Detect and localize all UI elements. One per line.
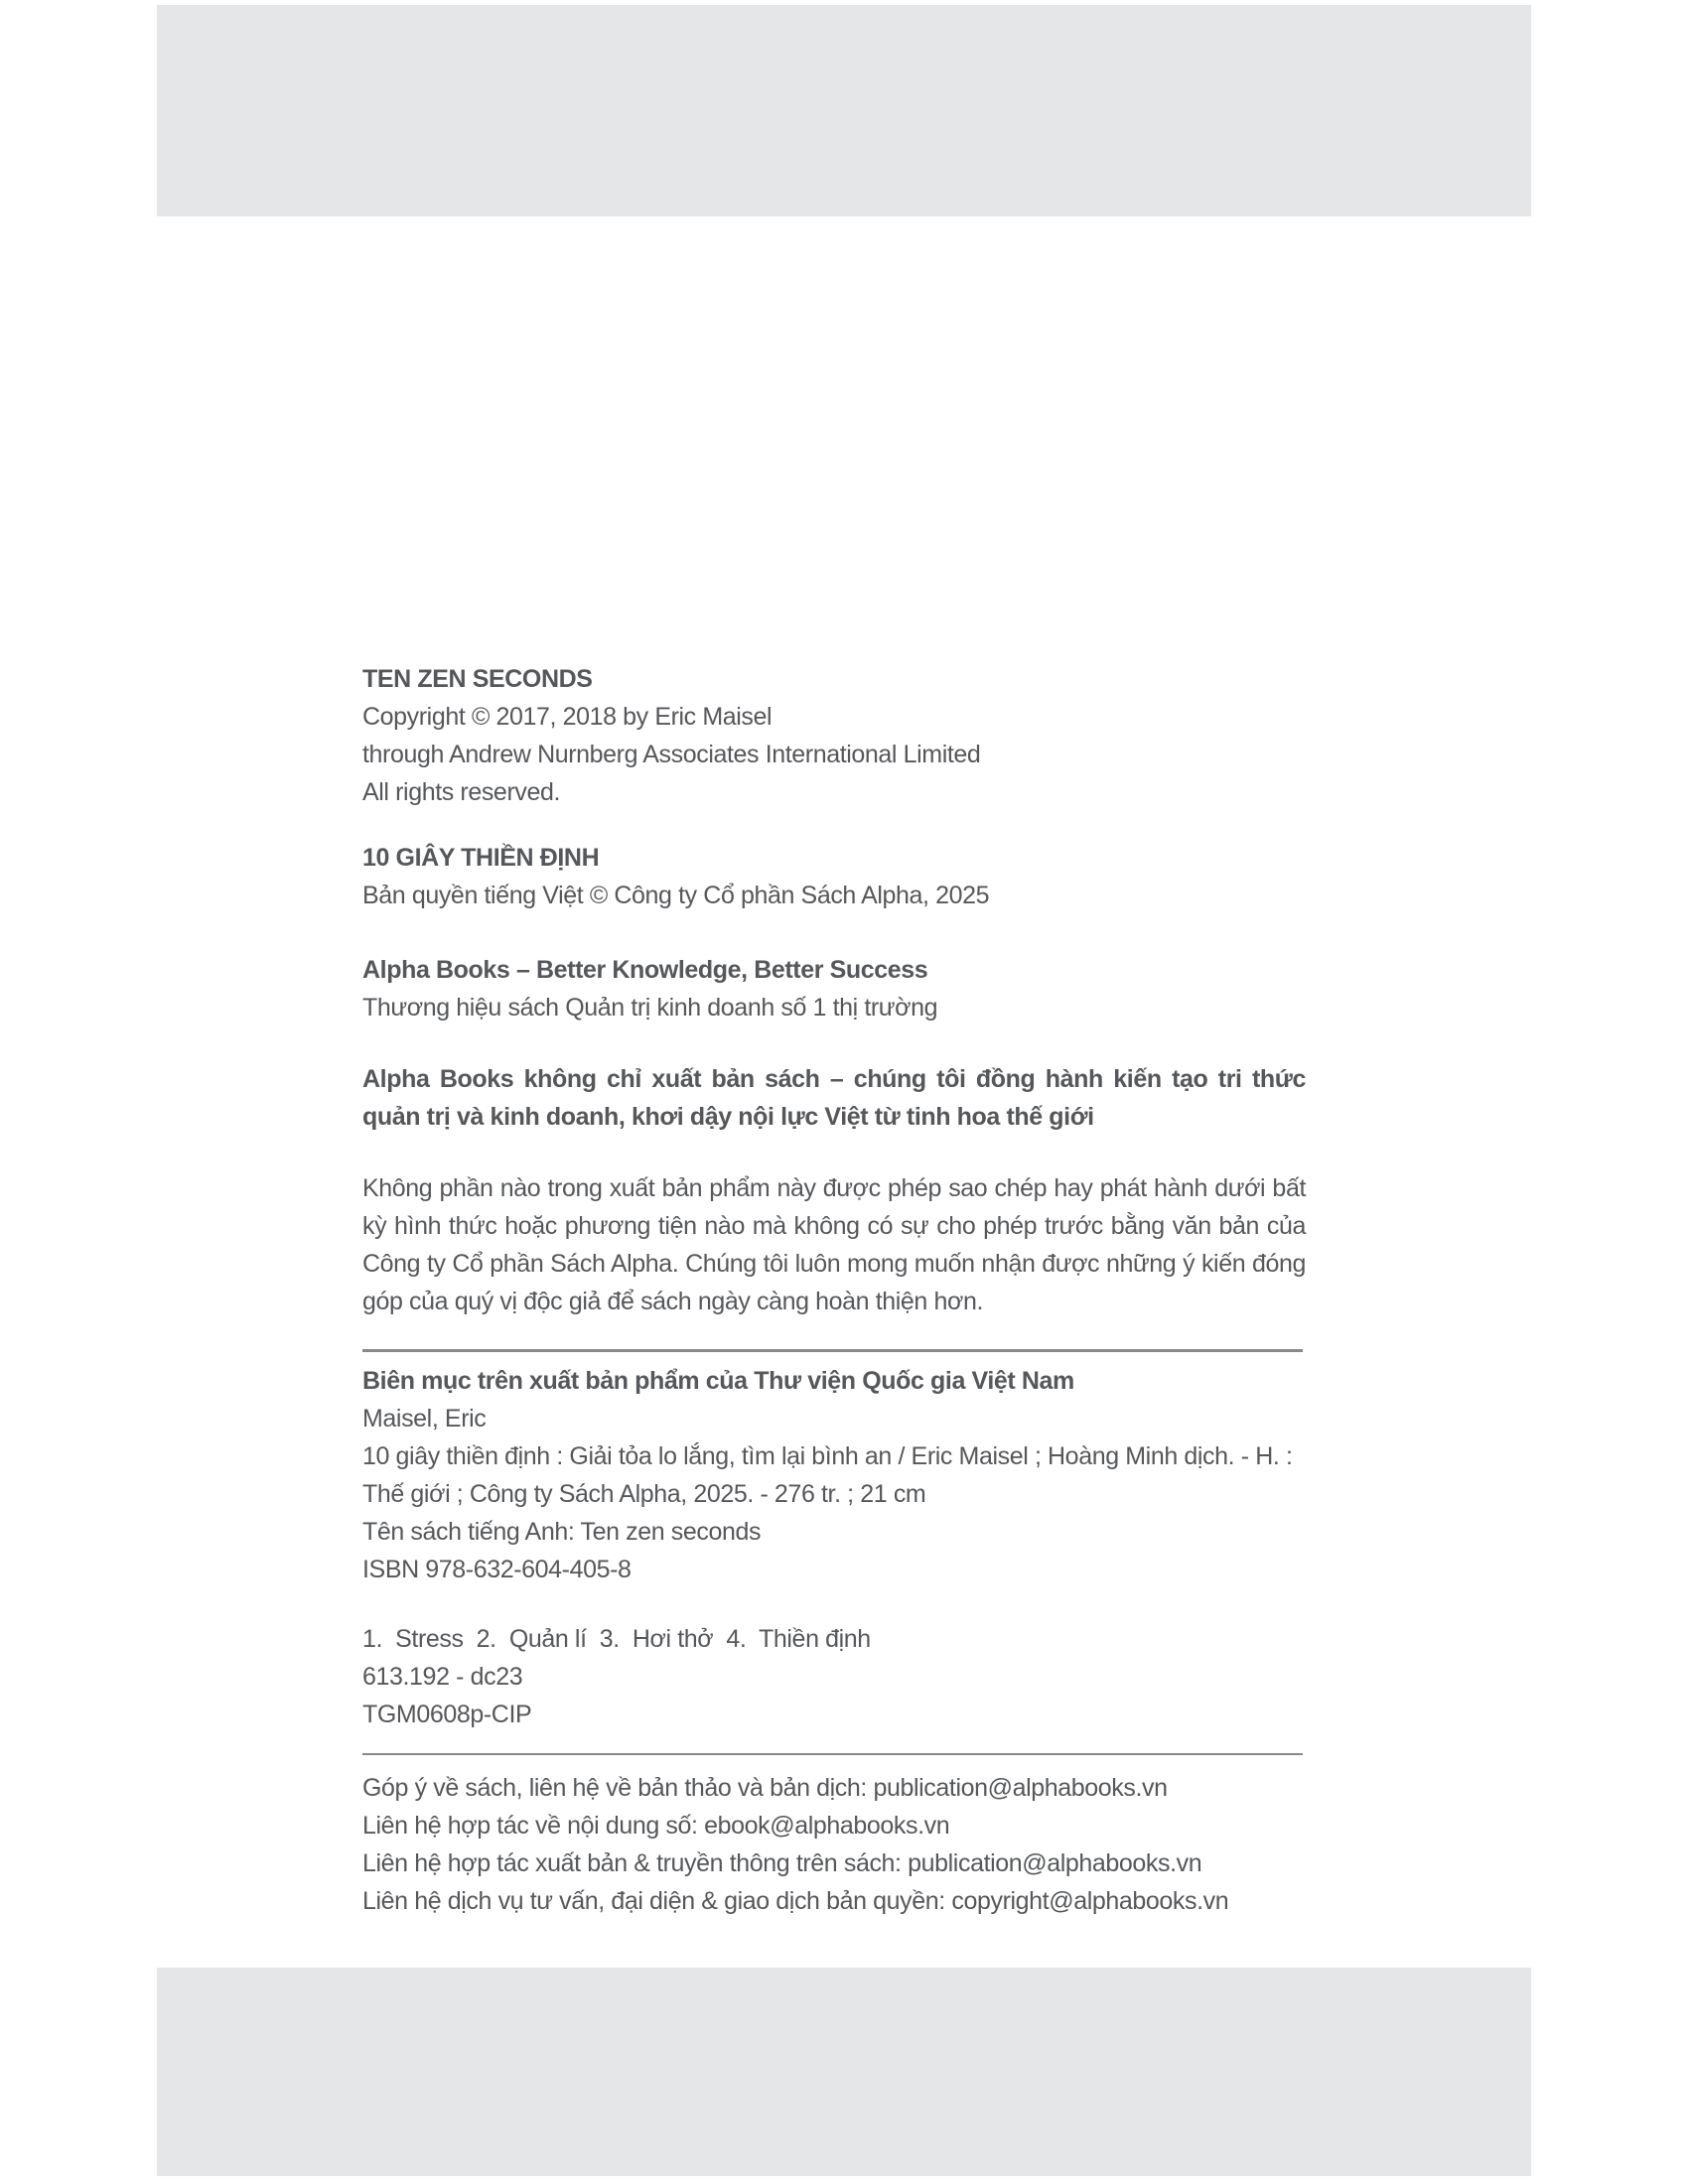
cip-ddc: 613.192 - dc23	[362, 1663, 523, 1691]
divider-line-bottom	[362, 1753, 1303, 1755]
contact-feedback-line: Góp ý về sách, liên hệ về bản thảo và bản dịch: publication@alphabooks.vn	[362, 1774, 1168, 1802]
vietnamese-copyright-line: Bản quyền tiếng Việt © Công ty Cổ phần Sách Alpha, 2025	[362, 882, 990, 909]
vietnamese-title-block	[362, 839, 1306, 914]
brand-tagline: Thương hiệu sách Quản trị kinh doanh số 1 thị trường	[362, 994, 938, 1022]
cip-entry: 10 giây thiền định : Giải tỏa lo lắng, tìm lại bình an / Eric Maisel ; Hoàng Minh dịch. - H. : Thế giới ; Công ty Sách Alpha, 2025. - 276 tr. ; 21 cm	[362, 1442, 1293, 1508]
brand-slogan: Alpha Books – Better Knowledge, Better Success	[362, 956, 928, 984]
cip-heading: Biên mục trên xuất bản phẩm của Thư viện Quốc gia Việt Nam	[362, 1367, 1074, 1395]
copyright-line: Copyright © 2017, 2018 by Eric Maisel	[362, 703, 773, 731]
rights-notice-block	[362, 1169, 1306, 1320]
cip-block	[362, 1362, 1306, 1588]
rights-notice: Không phần nào trong xuất bản phẩm này được phép sao chép hay phát hành dưới bất kỳ hình thức hoặc phương tiện nào mà không có sự cho phép trước bằng văn bản của Công ty Cổ phần Sách Alpha. Chúng tôi luôn mong muốn nhận được những ý kiến đóng góp của quý vị độc giả để sách ngày càng hoàn thiện hơn.	[362, 1174, 1306, 1315]
agency-line: through Andrew Nurnberg Associates International Limited	[362, 741, 981, 768]
cip-author: Maisel, Eric	[362, 1405, 487, 1433]
rights-reserved-line: All rights reserved.	[362, 778, 561, 806]
contact-rights-line: Liên hệ dịch vụ tư vấn, đại diện & giao dịch bản quyền: copyright@alphabooks.vn	[362, 1887, 1229, 1915]
contact-publishing-line: Liên hệ hợp tác xuất bản & truyền thông trên sách: publication@alphabooks.vn	[362, 1849, 1202, 1877]
brand-block	[362, 951, 1306, 1026]
mission-statement-block	[362, 1060, 1306, 1136]
contact-block	[362, 1769, 1306, 1920]
top-decor-band	[157, 5, 1531, 216]
divider-line-top	[362, 1349, 1303, 1352]
original-title: TEN ZEN SECONDS	[362, 665, 593, 693]
cip-code: TGM0608p-CIP	[362, 1701, 532, 1728]
english-copyright-block	[362, 660, 1306, 811]
contact-digital-line: Liên hệ hợp tác về nội dung số: ebook@alphabooks.vn	[362, 1812, 950, 1840]
mission-statement: Alpha Books không chỉ xuất bản sách – chúng tôi đồng hành kiến tạo tri thức quản trị và kinh doanh, khơi dậy nội lực Việt từ tinh hoa thế giới	[362, 1065, 1306, 1131]
cip-original-title: Tên sách tiếng Anh: Ten zen seconds	[362, 1518, 762, 1546]
bottom-decor-band	[157, 1968, 1531, 2176]
cip-isbn: ISBN 978-632-604-405-8	[362, 1556, 632, 1583]
vietnamese-title: 10 GIÂY THIỀN ĐỊNH	[362, 844, 600, 872]
cip-classification-block	[362, 1620, 1306, 1733]
cip-subjects: 1. Stress 2. Quản lí 3. Hơi thở 4. Thiền định	[362, 1625, 871, 1653]
